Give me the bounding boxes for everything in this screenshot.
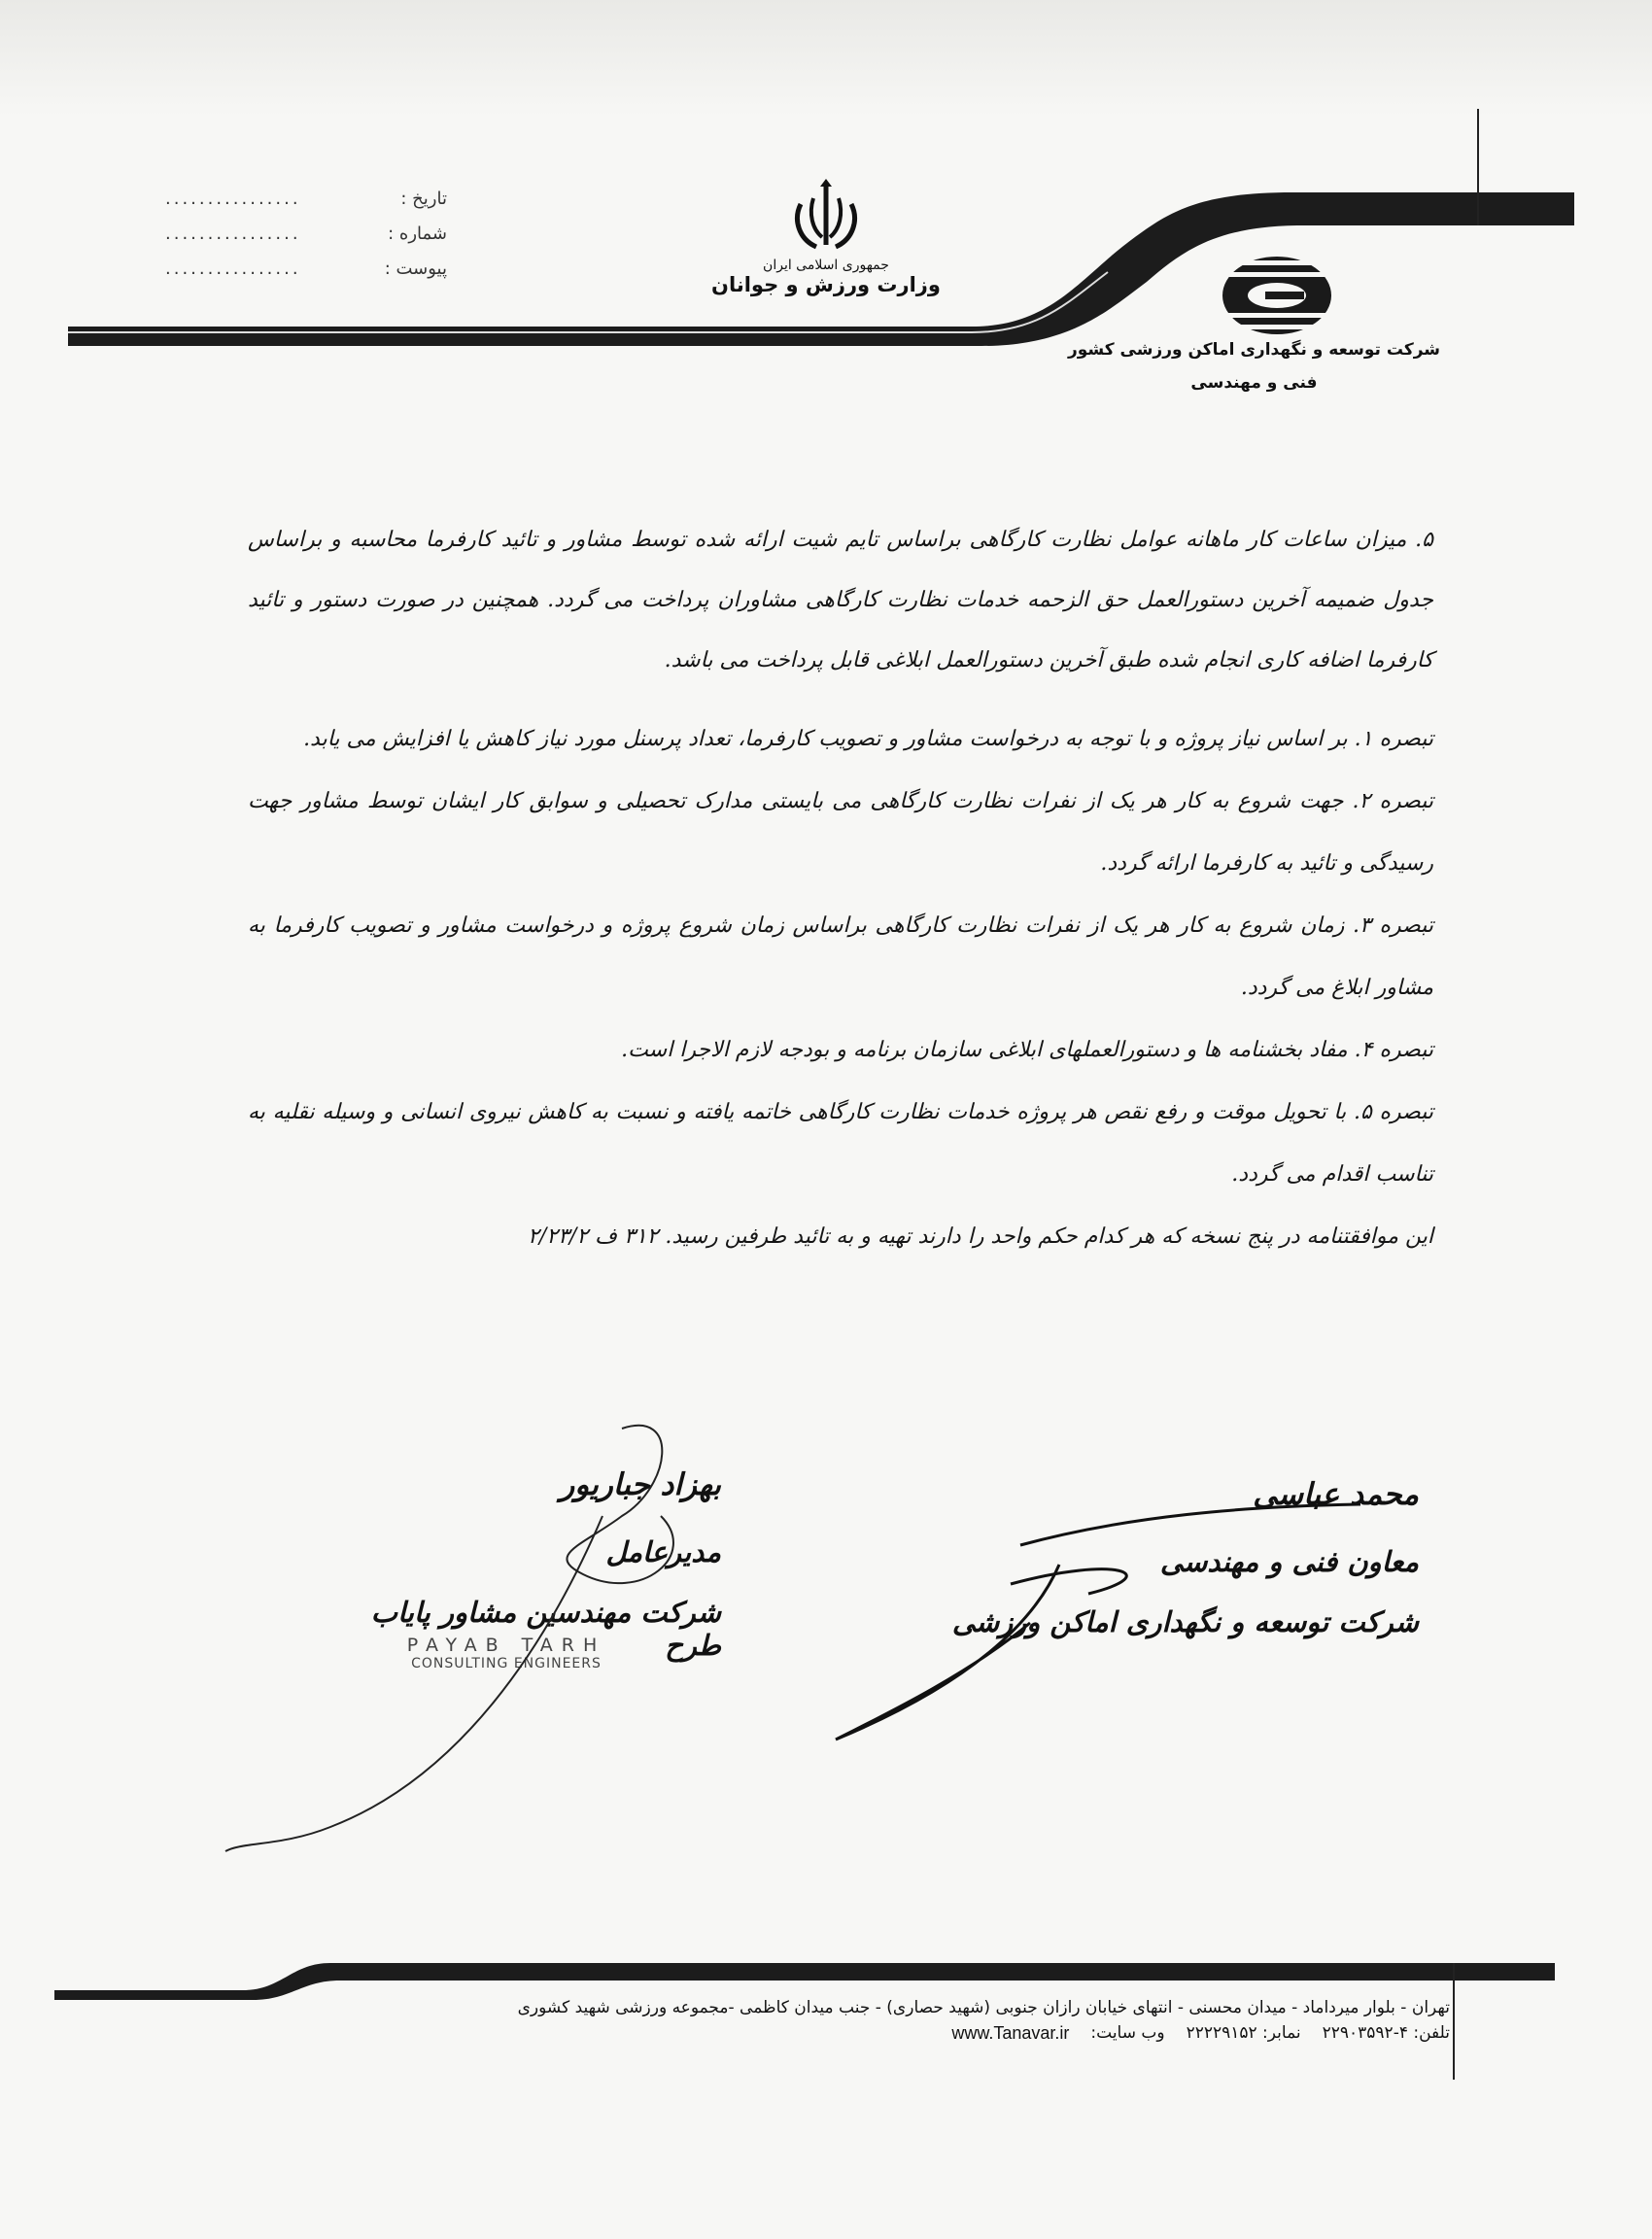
note-2: تبصره ۲. جهت شروع به کار هر یک از نفرات نظارت کارگاهی می بایستی مدارک تحصیلی و سوابق کار ایشان توسط مشاور جهت رسیدگی و تائید به کارفرما ارائه گردد. [248, 789, 1433, 876]
department-name: فنی و مهندسی [1190, 373, 1318, 393]
footer-address: تهران - بلوار میرداماد - میدان محسنی - انتهای خیابان رازان جنوبی (شهید حصاری) - جنب میدان کاظمی -مجموعه ورزشی شهید کشوری [517, 1998, 1450, 2017]
closing-statement: این موافقتنامه در پنج نسخه که هر کدام حکم واحد را دارند تهیه و به تائید طرفین رسید. ۳۱۲ ف ۲/۲۳/۲ [528, 1224, 1433, 1249]
stamp-top-text: PAYAB TARH [406, 1635, 606, 1656]
clause-5: ۵. میزان ساعات کار ماهانه عوامل نظارت کارگاهی براساس تایم شیت ارائه شده توسط مشاور و تائید کارفرما محاسبه و براساس جدول ضمیمه آخرین دستورالعمل حق الزحمه خدمات نظارت کارگاهی مشاوران پرداخت می گردد. همچنین در صورت دستور و تائید کارفرما اضافه کاری انجام شده طبق آخرین دستورالعمل ابلاغی قابل پرداخت می باشد. [248, 528, 1433, 672]
footer-wave-band [0, 1953, 1652, 2002]
meta-date-label: تاریخ : [400, 188, 447, 209]
meta-attachment-label: پیوست : [384, 258, 447, 279]
meta-number-value: ................ [165, 223, 301, 244]
footer-fax: نمابر: ۲۲۲۲۹۱۵۲ [1186, 2023, 1301, 2043]
employer-name: محمد عباسی [1253, 1477, 1419, 1512]
footer-website-link[interactable]: www.Tanavar.ir [951, 2023, 1070, 2043]
company-name: شرکت توسعه و نگهداری اماکن ورزشی کشور [1067, 340, 1440, 360]
meta-number-label: شماره : [388, 223, 447, 244]
footer-contact [518, 2023, 1450, 2044]
footer-margin-line [1453, 1963, 1455, 2080]
note-4: تبصره ۴. مفاد بخشنامه ها و دستورالعملهای ابلاغی سازمان برنامه و بودجه لازم الاجرا است. [621, 1038, 1433, 1062]
consultant-title: مدیرعامل [605, 1535, 721, 1568]
note-5: تبصره ۵. با تحویل موقت و رفع نقص هر پروژه خدمات نظارت کارگاهی خاتمه یافته و نسبت به کاهش نیروی انسانی و وسیله نقلیه به تناسب اقدام می گردد. [248, 1100, 1433, 1187]
ministry-subtitle: جمهوری اسلامی ایران [763, 258, 889, 273]
footer-website-label: وب سایت: [1090, 2023, 1165, 2043]
consultant-company: شرکت مهندسین مشاور پایاب طرح [370, 1596, 721, 1662]
consultant-name: بهزاد جباریور [560, 1467, 721, 1502]
note-1: تبصره ۱. بر اساس نیاز پروژه و با توجه به درخواست مشاور و تصویب کارفرما، تعداد پرسنل مورد نیاز کاهش یا افزایش می یابد. [303, 727, 1433, 751]
note-3: تبصره ۳. زمان شروع به کار هر یک از نفرات نظارت کارگاهی براساس زمان شروع پروژه و درخواست مشاور و تصویب کارفرما به مشاور ابلاغ می گردد. [248, 913, 1434, 1000]
ministry-name: وزارت ورزش و جوانان [711, 273, 941, 296]
footer-phone: تلفن: ۴-۲۲۹۰۳۵۹۲ [1322, 2023, 1450, 2043]
meta-attachment-value: ................ [165, 258, 301, 279]
stamp-bottom-text: CONSULTING ENGINEERS [411, 1656, 602, 1671]
employer-title: معاون فنی و مهندسی [1159, 1545, 1419, 1578]
footer-info [518, 1998, 1450, 2044]
meta-date-value: ................ [165, 188, 301, 209]
employer-company: شرکت توسعه و نگهداری اماکن ورزشی [951, 1605, 1419, 1638]
